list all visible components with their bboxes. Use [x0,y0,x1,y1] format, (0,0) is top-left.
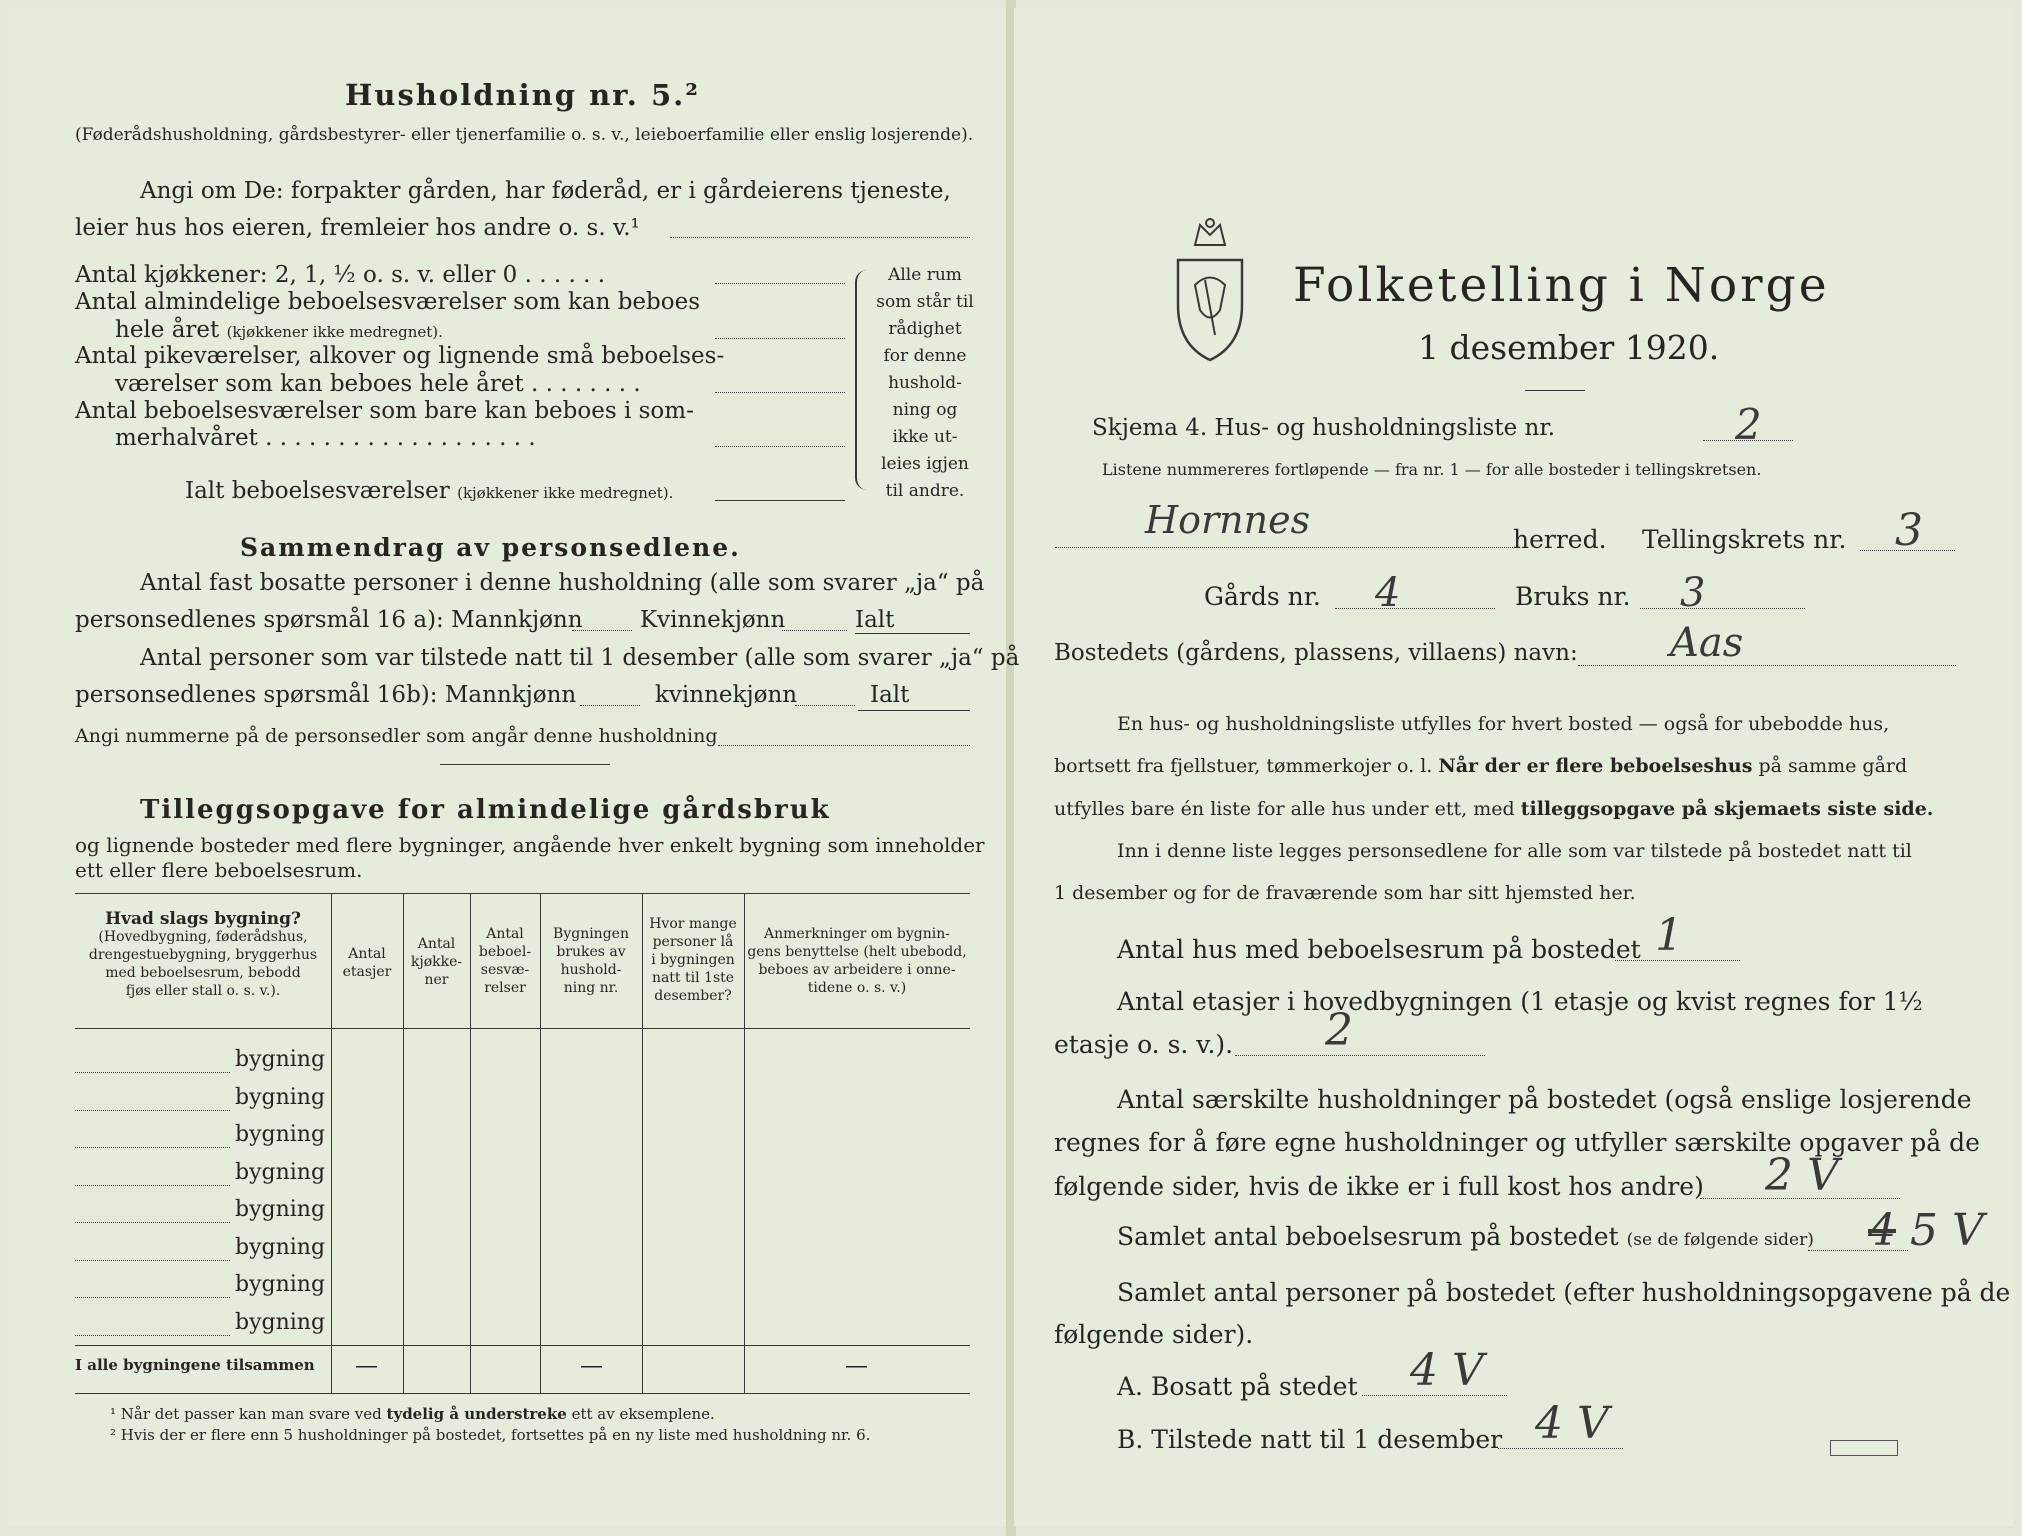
row-entry-line [75,1185,230,1186]
th-line: tidene o. s. v.) [807,980,907,996]
summary-p2-line1: Antal personer som var tilstede natt til 1 desember (alle som svarer „ja“ på [140,645,1020,671]
gards-label: Gårds nr. [1204,582,1321,611]
households-answer-line [1700,1198,1900,1199]
table-bottom-border [75,1393,970,1394]
question-rooms-struck: 4 [1868,1205,1896,1256]
resident-answer-line [1362,1395,1507,1396]
census-date: 1 desember 1920. [1418,328,1720,367]
instruction-line4: Inn i denne liste legges personsedlene for alle som var tilstede på bostedet natt til [1117,840,1912,862]
row-entry-line [75,1260,230,1261]
rooms-answer-line [1808,1250,1908,1251]
summary-p1-line1: Antal fast bosatte personer i denne husholdning (alle som svarer „ja“ på [140,570,985,596]
instruction-line3-pre: utfylles bare én liste for alle hus under ett, med [1054,798,1515,820]
question-resident-value: 4 V [1410,1345,1484,1396]
kitchens-answer-line [715,283,845,284]
th-kitchens [403,935,470,989]
p2-male-line [580,705,640,706]
maid-answer-line [715,392,845,393]
row-entry-line [75,1222,230,1223]
th-line: hushold- [560,962,622,978]
table-row: bygning [235,1047,326,1072]
p1-male-line [572,630,632,631]
ordinary-answer-line [715,338,845,339]
rooms-kitchens: Antal kjøkkener: 2, 1, ½ o. s. v. eller 0 . . . . . . [75,262,606,288]
p1-total-line [855,633,970,634]
instruction-line2-post: på samme gård [1758,755,1908,777]
table-total-dash: — [580,1353,603,1379]
question-households-value: 2 V [1765,1150,1839,1201]
table-total-dash: — [845,1353,868,1379]
summary-p2-line2: personsedlenes spørsmål 16b): Mannkjønn [75,682,577,708]
question-houses: Antal hus med beboelsesrum på bostedet [1117,935,1641,964]
row-entry-line [75,1297,230,1298]
th-line: ning nr. [563,980,619,996]
question-persons-line2: følgende sider). [1054,1320,1254,1349]
household-title-note: (Føderådshusholdning, gårdsbestyrer- eller tjenerfamilie o. s. v., leieboerfamilie eller enslig losjerende). [75,125,974,145]
summary-p3: Angi nummerne på de personsedler som angår denne husholdning [75,725,718,747]
th-line: (Hovedbygning, føderådshus, [98,929,308,945]
present-answer-line [1498,1448,1623,1449]
question-rooms [1117,1222,1814,1251]
section-divider [440,764,610,765]
bruks-label: Bruks nr. [1515,582,1631,611]
th-line: desember? [654,988,732,1004]
instruction-line2-pre: bortsett fra fjellstuer, tømmerkojer o. l. [1054,755,1433,777]
tenure-answer-line [670,237,970,238]
th-line: Antal [417,936,456,952]
th-persons [642,915,744,1005]
bosted-value: Aas [1670,620,1744,666]
brace-note-line: til andre. [885,481,965,501]
rooms-ordinary-b-text: hele året [115,317,220,343]
rooms-summer-a: Antal beboelsesværelser som bare kan beboes i som- [75,398,694,424]
brace-note-line: ikke ut- [892,427,958,447]
bruks-answer-line [1640,608,1805,609]
question-persons-line1: Samlet antal personer på bostedet (efter husholdningsopgavene på de [1117,1278,2011,1307]
table-row: bygning [235,1272,326,1297]
brace-note-line: ning og [892,400,958,420]
th-line: kjøkke- [410,954,463,970]
krets-value: 3 [1895,505,1923,556]
supplement-line1: og lignende bosteder med flere bygninger, angående hver enkelt bygning som inneholder [75,833,985,857]
question-households-line3: følgende sider, hvis de ikke er i full kost hos andre) [1054,1172,1704,1201]
brace-note-line: leies igjen [881,454,969,474]
th-building-type-title: Hvad slags bygning? [105,909,301,929]
table-row: bygning [235,1310,326,1335]
coat-of-arms-icon [1170,215,1250,365]
rooms-brace [855,270,871,490]
herred-label: herred. [1513,525,1607,554]
th-line: Bygningen [553,926,629,942]
th-building-type [75,910,331,1000]
footnote-1-post: ett av eksemplene. [571,1405,715,1423]
summer-answer-line [715,446,845,447]
p3-answer-line [718,745,970,746]
brace-note-line: for denne [883,346,967,366]
question-households-line1: Antal særskilte husholdninger på bostedet (også enslige losjerende [1117,1085,1972,1114]
th-line: drengestuebygning, bryggerhus [88,947,318,963]
schema-answer-line [1703,440,1793,441]
th-line: ner [424,972,449,988]
rooms-total-label: Ialt beboelsesværelser [185,478,450,504]
brace-note-line: rådighet [888,319,962,339]
rooms-total [185,478,673,504]
th-line: beboes av arbeidere i onne- [758,962,956,978]
question-tenure-line2: leier hus hos eieren, fremleier hos andre o. s. v.¹ [75,215,640,241]
th-line: Hvor mange [649,916,737,932]
th-line: brukes av [556,944,626,960]
supplement-line2: ett eller flere beboelsesrum. [75,858,363,882]
table-header-border [75,1028,970,1029]
floors-answer-line [1235,1055,1485,1056]
instruction-line5: 1 desember og for de fraværende som har sitt hjemsted her. [1054,882,1636,904]
instruction-line3 [1054,798,1933,820]
th-line: gens benyttelse (helt ubebodd, [747,944,967,960]
table-total-border [75,1345,970,1346]
question-floors-line1: Antal etasjer i hovedbygningen (1 etasje og kvist regnes for 1½ [1117,987,1923,1016]
instruction-line1: En hus- og husholdningsliste utfylles for hvert bosted — også for ubebodde hus, [1117,713,1890,735]
question-present: B. Tilstede natt til 1 desember [1117,1425,1503,1454]
household-title: Husholdning nr. 5.² [345,78,700,112]
instruction-line2-bold: Når der er flere beboelseshus [1438,755,1753,777]
census-title: Folketelling i Norge [1293,258,1830,313]
row-entry-line [75,1110,230,1111]
herred-value: Hornnes [1145,498,1311,542]
row-entry-line [75,1147,230,1148]
summary-p2-female: kvinnekjønn [655,682,798,708]
summary-p1-female: Kvinnekjønn [640,607,786,633]
question-resident: A. Bosatt på stedet [1117,1372,1358,1401]
th-line: natt til 1ste [651,970,735,986]
question-floors-line2: etasje o. s. v.). [1054,1030,1234,1059]
question-rooms-value: 5 V [1910,1205,1984,1256]
th-line: Antal [486,926,524,942]
brace-note [870,262,980,505]
table-row: bygning [235,1235,326,1260]
th-line: etasjer [342,964,392,980]
th-line: beboel- [478,944,532,960]
numbering-note: Listene nummereres fortløpende — fra nr. 1 — for alle bosteder i tellingskretsen. [1102,460,1762,479]
table-row: bygning [235,1160,326,1185]
total-answer-line [715,500,845,501]
th-line: Anmerkninger om bygnin- [764,926,950,942]
rooms-ordinary-note: (kjøkkener ikke medregnet). [226,323,443,341]
bosted-answer-line [1578,665,1956,666]
p1-female-line [782,630,847,631]
printer-stamp [1830,1440,1898,1456]
brace-note-line: Alle rum [888,265,962,285]
rooms-ordinary-a: Antal almindelige beboelsesværelser som kan beboes [75,289,701,315]
th-line: sesvæ- [480,962,530,978]
instruction-line3-bold: tilleggsopgave på skjemaets siste side. [1520,798,1934,820]
brace-note-line: som står til [876,292,974,312]
gards-answer-line [1335,608,1495,609]
instruction-line2 [1054,755,1907,777]
th-household-no [540,925,642,997]
th-remarks [744,925,970,997]
footnote-1-pre: ¹ Når det passer kan man svare ved [110,1405,382,1423]
table-total-dash: — [355,1353,378,1379]
question-houses-value: 1 [1655,910,1683,961]
footnote-1 [110,1405,715,1423]
question-households-line2: regnes for å føre egne husholdninger og utfyller særskilte opgaver på de [1054,1128,1980,1157]
gards-value: 4 [1375,570,1401,616]
footnote-2: ² Hvis der er flere enn 5 husholdninger på bostedet, fortsettes på en ny liste med husholdning nr. 6. [110,1426,871,1444]
table-top-border [75,893,970,894]
supplement-title: Tilleggsopgave for almindelige gårdsbruk [140,795,831,825]
p2-female-line [795,705,855,706]
rooms-ordinary-b [115,317,443,343]
schema-label: Skjema 4. Hus- og husholdningsliste nr. [1092,415,1556,441]
table-row: bygning [235,1085,326,1110]
houses-answer-line [1615,960,1740,961]
footnote-1-bold: tydelig å understreke [386,1405,567,1423]
th-line: i bygningen [651,952,735,968]
summary-title: Sammendrag av personsedlene. [240,533,741,562]
rooms-maid-b: værelser som kan beboes hele året . . . . . . . . [115,371,641,397]
summary-p1-line2: personsedlenes spørsmål 16 a): Mannkjønn [75,607,583,633]
schema-value: 2 [1735,400,1762,449]
question-floors-value: 2 [1325,1005,1353,1056]
bosted-label: Bostedets (gårdens, plassens, villaens) navn: [1054,640,1578,666]
table-total-label: I alle bygningene tilsammen [75,1356,315,1374]
rooms-total-note: (kjøkkener ikke medregnet). [457,484,674,502]
th-line: relser [484,980,526,996]
title-divider [1525,390,1585,391]
th-line: Antal [348,946,386,962]
th-line: med beboelsesrum, bebodd [105,965,301,981]
question-rooms-note: (se de følgende sider) [1626,1230,1814,1250]
summary-p1-total: Ialt [855,607,895,633]
th-line: personer lå [652,934,734,950]
krets-label: Tellingskrets nr. [1642,525,1847,554]
rooms-maid-a: Antal pikeværelser, alkover og lignende små beboelses- [75,343,725,369]
question-tenure-line1: Angi om De: forpakter gården, har føderåd, er i gårdeierens tjeneste, [140,178,951,204]
row-entry-line [75,1335,230,1336]
row-entry-line [75,1072,230,1073]
rooms-summer-b: merhalvåret . . . . . . . . . . . . . . . . . . . [115,425,536,451]
table-row: bygning [235,1122,326,1147]
p2-total-line [858,710,970,711]
krets-answer-line [1860,550,1955,551]
brace-note-line: hushold- [888,373,962,393]
question-rooms-label: Samlet antal beboelsesrum på bostedet [1117,1222,1619,1251]
th-floors [331,945,403,981]
question-present-value: 4 V [1535,1398,1609,1449]
herred-answer-line [1055,547,1515,548]
bruks-value: 3 [1680,570,1706,616]
th-rooms [470,925,540,997]
table-row: bygning [235,1197,326,1222]
summary-p2-total: Ialt [870,682,910,708]
th-line: fjøs eller stall o. s. v.). [125,983,281,999]
